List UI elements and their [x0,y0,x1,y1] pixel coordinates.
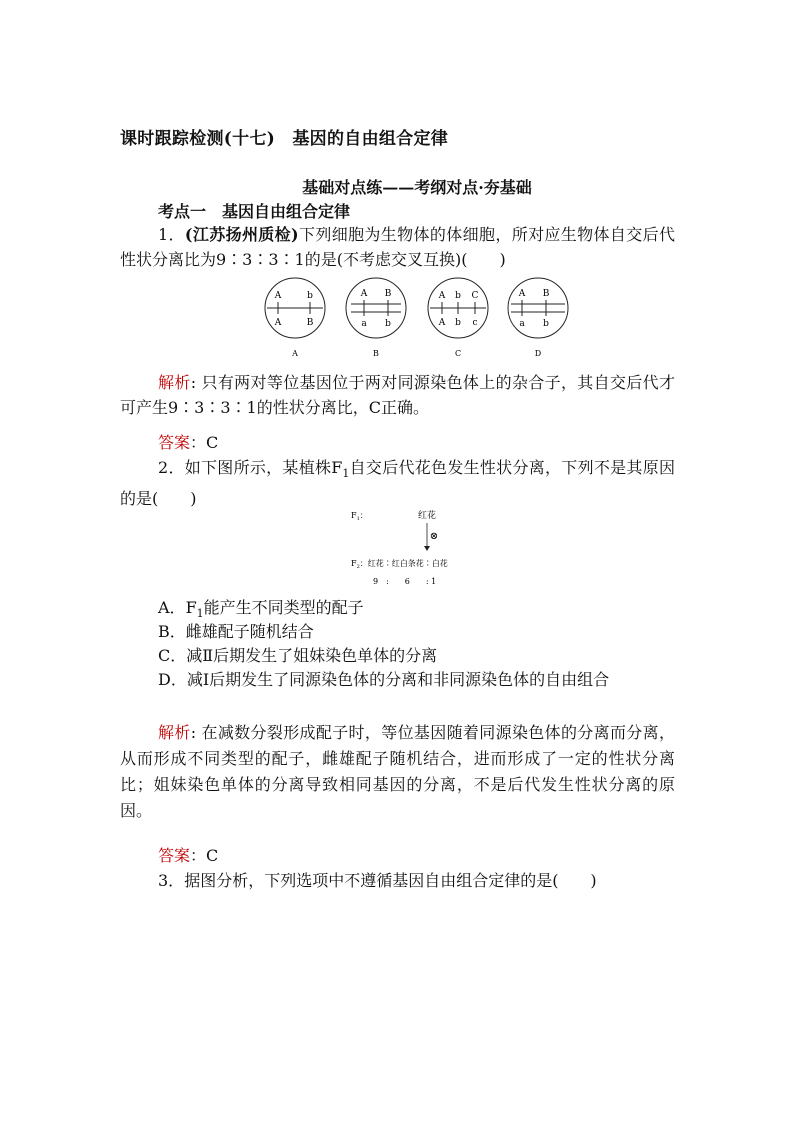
option-a-text-b: 能产生不同类型的配子 [203,598,364,617]
cell-a-gene-2: b [307,291,313,301]
question-2-text-a: 如下图所示，某植株F [184,458,343,477]
self-cross-symbol: ⊗ [429,531,439,542]
cell-c-gene-6: c [472,318,478,328]
question-2 [120,455,675,511]
option-d-letter: D． [158,670,187,689]
cell-a-label: A [292,349,298,358]
question-1-number: 1． [158,225,185,244]
question-2-number: 2． [158,458,185,477]
answer-label: 答案 [158,433,191,452]
cell-a-gene-3: A [274,318,282,328]
f1-phenotype: 红花 [417,511,437,521]
answer-text: ：C [190,433,219,452]
topic-heading: 考点一 基因自由组合定律 [158,202,351,221]
option-b-text: 雌雄配子随机结合 [185,622,314,641]
cell-b-label: B [373,349,379,358]
question-2-answer [120,843,675,868]
question-3 [120,868,675,893]
question-2-figure [345,506,480,588]
question-1-analysis [120,370,675,420]
option-c-letter: C． [158,646,187,665]
question-1-text: 下列细胞为生物体的体细胞，所对应生物体自交后代性状分离比为9∶3∶3∶1的是(不考虑交叉互换)( ) [120,225,675,269]
f2-line: $F_2$：红花∶红白条花∶白花 [351,559,448,570]
question-1-answer [120,430,675,455]
cell-d-gene-2: B [542,289,550,299]
f1-label: $F_1$： [351,511,368,522]
cell-a-gene-4: B [306,318,314,328]
f2-ratio: 9 : 6 : 1 [373,577,437,586]
option-d [120,667,675,692]
cell-c-label: C [454,349,462,358]
cell-b-gene-2: B [384,289,392,299]
cell-b-gene-1: A [360,289,368,299]
cell-b-gene-3: a [361,319,367,329]
option-b [158,619,314,644]
cell-b-gene-4: b [385,319,391,329]
question-2-sub: 1 [342,467,350,481]
cell-c-gene-1: A [438,291,446,301]
cell-d-gene-4: b [543,319,549,329]
option-a-sub: 1 [196,607,204,621]
question-2-text-b: 自交后代花色发生性状分离，下列不是其原因的是( ) [120,458,675,509]
cell-d [508,278,568,358]
cell-b [346,278,406,358]
option-c-text: 减Ⅱ后期发生了姐妹染色单体的分离 [186,646,438,665]
analysis-label: 解析 [158,373,191,392]
option-a-text-a: F [185,598,197,617]
option-c [158,643,437,668]
answer-text-2: ：C [190,846,219,865]
cell-c-gene-4: A [438,318,446,328]
question-3-text: 据图分析，下列选项中不遵循基因自由组合定律的是( ) [184,871,597,890]
section-title: 基础对点练——考纲对点·夯基础 [302,178,532,197]
answer-label-2: 答案 [158,846,191,865]
cell-c-gene-3: C [471,291,479,301]
page-title: 课时跟踪检测(十七) 基因的自由组合定律 [120,129,449,149]
question-3-number: 3． [158,871,185,890]
cell-d-gene-1: A [518,289,526,299]
analysis-text-2: : 在减数分裂形成配子时，等位基因随着同源染色体的分离而分离，从而形成不同类型的配子，雌雄配子随机结合，进而形成了一定的性状分离比；姐妹染色单体的分离导致相同基因的分离，不是后代发生性状分离的原因。 [120,723,675,820]
cross-arrow-head [424,546,430,551]
question-1-figure [262,276,582,360]
option-b-letter: B． [158,622,186,641]
question-1 [120,222,675,272]
cell-c-gene-5: b [455,318,461,328]
cell-a-gene-1: A [274,291,282,301]
question-2-analysis [120,720,675,824]
option-a-letter: A． [158,598,186,617]
cell-c [428,278,488,358]
analysis-text: : 只有两对等位基因位于两对同源染色体上的杂合子，其自交后代才可产生9∶3∶3∶1的性状分离比，C正确。 [120,373,675,417]
cell-d-label: D [534,349,542,358]
cell-d-gene-3: a [519,319,525,329]
option-d-text: 减Ⅰ后期发生了同源染色体的分离和非同源染色体的自由组合 [186,670,610,689]
question-1-source: (江苏扬州质检) [184,225,299,244]
cell-c-gene-2: b [455,291,461,301]
cell-a [265,278,325,358]
analysis-label-2: 解析 [158,723,191,742]
